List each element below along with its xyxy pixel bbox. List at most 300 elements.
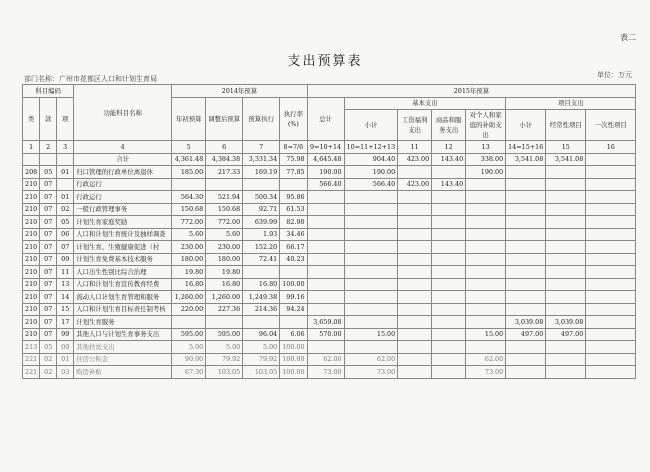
table-cell bbox=[466, 341, 506, 354]
table-cell: 2 bbox=[40, 141, 57, 154]
table-cell: 497.00 bbox=[506, 328, 546, 341]
table-cell: 213 bbox=[23, 341, 40, 354]
table-cell bbox=[432, 291, 466, 304]
table-cell: 住房公积金 bbox=[74, 353, 172, 366]
table-cell: 02 bbox=[40, 366, 57, 379]
table-cell: 99 bbox=[57, 328, 74, 341]
table-cell bbox=[57, 153, 74, 166]
table-cell: 79.92 bbox=[206, 353, 243, 366]
table-cell: 210 bbox=[23, 253, 40, 266]
table-cell: 5.00 bbox=[243, 341, 280, 354]
table-cell bbox=[586, 253, 636, 266]
table-cell bbox=[506, 228, 546, 241]
table-cell: 01 bbox=[57, 353, 74, 366]
table-cell bbox=[466, 203, 506, 216]
table-cell bbox=[398, 241, 432, 254]
table-cell: 143.40 bbox=[432, 153, 466, 166]
table-cell bbox=[172, 316, 206, 329]
table-number-label: 表二 bbox=[620, 33, 636, 42]
table-row bbox=[23, 203, 636, 216]
table-cell: 190.00 bbox=[307, 166, 344, 179]
table-cell bbox=[432, 328, 466, 341]
table-cell: 3,039.08 bbox=[546, 316, 586, 329]
table-cell bbox=[546, 303, 586, 316]
table-cell: 61.53 bbox=[280, 203, 307, 216]
table-cell: 07 bbox=[40, 291, 57, 304]
function-name-header: 功能科目名称 bbox=[74, 85, 172, 141]
table-cell: 221 bbox=[23, 353, 40, 366]
table-cell bbox=[307, 241, 344, 254]
table-cell bbox=[546, 178, 586, 191]
table-cell: 100.00 bbox=[280, 353, 307, 366]
table-cell: 01 bbox=[57, 191, 74, 204]
table-cell: 227.36 bbox=[206, 303, 243, 316]
table-cell bbox=[432, 228, 466, 241]
table-cell: 190.00 bbox=[466, 166, 506, 179]
table-cell: 14=15+16 bbox=[506, 141, 546, 154]
executed-budget-header: 预算执行 bbox=[243, 97, 280, 141]
table-cell: 72.41 bbox=[243, 253, 280, 266]
table-cell: 1,260.00 bbox=[206, 291, 243, 304]
table-cell: 其他人口与计划生育事务支出 bbox=[74, 328, 172, 341]
table-cell bbox=[506, 278, 546, 291]
table-cell bbox=[398, 353, 432, 366]
table-cell: 05 bbox=[57, 216, 74, 229]
table-cell bbox=[506, 178, 546, 191]
table-cell bbox=[243, 266, 280, 279]
table-cell bbox=[398, 216, 432, 229]
table-cell bbox=[432, 203, 466, 216]
table-row bbox=[23, 241, 636, 254]
table-cell: 计划生育家庭奖励 bbox=[74, 216, 172, 229]
table-cell bbox=[432, 166, 466, 179]
table-cell bbox=[432, 341, 466, 354]
table-cell: 66.17 bbox=[280, 241, 307, 254]
table-cell: 423.00 bbox=[398, 178, 432, 191]
table-cell: 07 bbox=[40, 241, 57, 254]
table-cell: 07 bbox=[40, 266, 57, 279]
wages-header: 工资福利支出 bbox=[398, 110, 432, 141]
table-cell bbox=[432, 303, 466, 316]
lei-header: 类 bbox=[23, 97, 40, 141]
basic-subtotal-header: 小计 bbox=[344, 110, 398, 141]
table-cell: 210 bbox=[23, 178, 40, 191]
table-cell: 79.92 bbox=[243, 353, 280, 366]
table-cell: 566.40 bbox=[344, 178, 398, 191]
table-cell: 16.80 bbox=[172, 278, 206, 291]
table-cell: 564.30 bbox=[172, 191, 206, 204]
table-row bbox=[23, 316, 636, 329]
table-cell: 73.00 bbox=[466, 366, 506, 379]
table-row bbox=[23, 341, 636, 354]
table-cell: 904.40 bbox=[344, 153, 398, 166]
table-cell: 3 bbox=[57, 141, 74, 154]
table-cell: 16.80 bbox=[206, 278, 243, 291]
table-cell: 一般行政管理事务 bbox=[74, 203, 172, 216]
table-cell: 1,249.38 bbox=[243, 291, 280, 304]
table-cell bbox=[307, 228, 344, 241]
table-cell: 190.00 bbox=[344, 166, 398, 179]
table-cell: 10=11+12+13 bbox=[344, 141, 398, 154]
table-cell: 5 bbox=[172, 141, 206, 154]
table-cell bbox=[586, 266, 636, 279]
table-cell: 152.20 bbox=[243, 241, 280, 254]
table-cell: 73.00 bbox=[307, 366, 344, 379]
table-cell: 07 bbox=[57, 241, 74, 254]
table-cell: 3,541.08 bbox=[546, 153, 586, 166]
table-row bbox=[23, 178, 636, 191]
table-cell: 5.00 bbox=[206, 341, 243, 354]
table-cell bbox=[466, 178, 506, 191]
table-cell: 62.00 bbox=[307, 353, 344, 366]
table-cell: 1.93 bbox=[243, 228, 280, 241]
table-cell: 639.99 bbox=[243, 216, 280, 229]
table-cell bbox=[586, 341, 636, 354]
table-row bbox=[23, 216, 636, 229]
table-cell bbox=[398, 191, 432, 204]
table-cell bbox=[432, 266, 466, 279]
budget-2015-header: 2015年预算 bbox=[307, 85, 636, 98]
table-cell: 210 bbox=[23, 266, 40, 279]
table-cell bbox=[432, 216, 466, 229]
table-cell bbox=[546, 191, 586, 204]
table-cell: 行政运行 bbox=[74, 191, 172, 204]
table-cell bbox=[307, 341, 344, 354]
table-cell: 15 bbox=[57, 303, 74, 316]
table-cell: 7 bbox=[243, 141, 280, 154]
table-cell bbox=[344, 216, 398, 229]
table-cell: 3,039.08 bbox=[506, 316, 546, 329]
table-cell bbox=[506, 266, 546, 279]
table-cell bbox=[546, 203, 586, 216]
table-cell: 07 bbox=[40, 216, 57, 229]
total-header: 总计 bbox=[307, 97, 344, 141]
subject-code-header: 科目编码 bbox=[23, 85, 74, 98]
table-cell: 3,331.34 bbox=[243, 153, 280, 166]
table-cell: 62.00 bbox=[344, 353, 398, 366]
table-cell: 01 bbox=[57, 166, 74, 179]
table-cell bbox=[546, 291, 586, 304]
table-cell bbox=[280, 266, 307, 279]
table-cell bbox=[546, 241, 586, 254]
table-cell: 77.85 bbox=[280, 166, 307, 179]
table-cell: 210 bbox=[23, 241, 40, 254]
table-cell: 人口出生性别比综合治理 bbox=[74, 266, 172, 279]
table-cell: 90.00 bbox=[172, 353, 206, 366]
table-cell bbox=[172, 178, 206, 191]
table-cell bbox=[586, 353, 636, 366]
table-cell bbox=[206, 316, 243, 329]
table-cell: 75.98 bbox=[280, 153, 307, 166]
table-cell: 11 bbox=[57, 266, 74, 279]
table-cell bbox=[398, 278, 432, 291]
table-cell bbox=[506, 291, 546, 304]
table-cell: 210 bbox=[23, 228, 40, 241]
table-cell bbox=[57, 178, 74, 191]
table-cell bbox=[546, 253, 586, 266]
table-cell bbox=[466, 253, 506, 266]
one-time-project-header: 一次性项目 bbox=[586, 110, 636, 141]
table-cell bbox=[586, 291, 636, 304]
table-cell: 13 bbox=[57, 278, 74, 291]
table-cell: 07 bbox=[40, 278, 57, 291]
table-cell: 92.71 bbox=[243, 203, 280, 216]
table-cell bbox=[586, 278, 636, 291]
table-cell: 40.23 bbox=[280, 253, 307, 266]
table-row bbox=[23, 191, 636, 204]
table-cell bbox=[243, 178, 280, 191]
table-cell bbox=[506, 353, 546, 366]
table-cell: 521.94 bbox=[206, 191, 243, 204]
project-subtotal-header: 小计 bbox=[506, 110, 546, 141]
table-cell bbox=[280, 178, 307, 191]
initial-budget-header: 年初预算 bbox=[172, 97, 206, 141]
table-cell bbox=[398, 316, 432, 329]
table-cell bbox=[466, 241, 506, 254]
table-cell bbox=[307, 303, 344, 316]
table-row bbox=[23, 353, 636, 366]
table-cell: 210 bbox=[23, 328, 40, 341]
table-cell: 16.80 bbox=[243, 278, 280, 291]
table-cell bbox=[432, 253, 466, 266]
table-row bbox=[23, 303, 636, 316]
unit-label: 单位：万元 bbox=[597, 71, 632, 79]
table-row bbox=[23, 166, 636, 179]
table-cell: 3,659.08 bbox=[307, 316, 344, 329]
table-cell bbox=[586, 303, 636, 316]
table-cell: 归口管理的行政单位离退休 bbox=[74, 166, 172, 179]
goods-services-header: 商品和服务支出 bbox=[432, 110, 466, 141]
table-cell bbox=[344, 228, 398, 241]
table-cell bbox=[466, 291, 506, 304]
table-cell bbox=[344, 191, 398, 204]
table-cell bbox=[586, 203, 636, 216]
table-cell: 214.36 bbox=[243, 303, 280, 316]
table-cell: 82.90 bbox=[280, 216, 307, 229]
table-cell: 497.00 bbox=[546, 328, 586, 341]
table-cell: 07 bbox=[40, 203, 57, 216]
table-cell: 150.68 bbox=[172, 203, 206, 216]
table-row bbox=[23, 228, 636, 241]
xiang-header: 项 bbox=[57, 97, 74, 141]
table-cell bbox=[344, 203, 398, 216]
execution-rate-header: 执行率(%) bbox=[280, 97, 307, 141]
table-cell: 07 bbox=[40, 178, 57, 191]
table-cell bbox=[506, 303, 546, 316]
table-cell: 210 bbox=[23, 278, 40, 291]
table-cell bbox=[506, 166, 546, 179]
table-cell bbox=[586, 216, 636, 229]
table-cell: 07 bbox=[40, 228, 57, 241]
table-cell: 1,260.00 bbox=[172, 291, 206, 304]
table-cell bbox=[344, 341, 398, 354]
table-cell: 行政运行 bbox=[74, 178, 172, 191]
kuan-header: 款 bbox=[40, 97, 57, 141]
table-cell bbox=[243, 316, 280, 329]
table-cell: 人口和计划生育宣传教育经费 bbox=[74, 278, 172, 291]
table-cell: 4,645.48 bbox=[307, 153, 344, 166]
department-name: 部门名称：广州市花都区人口和计划生育局 bbox=[24, 75, 157, 83]
table-cell bbox=[344, 316, 398, 329]
table-cell bbox=[344, 278, 398, 291]
table-cell bbox=[466, 191, 506, 204]
table-cell bbox=[432, 353, 466, 366]
table-cell bbox=[398, 203, 432, 216]
page-title: 支出预算表 bbox=[287, 54, 363, 69]
table-cell bbox=[586, 241, 636, 254]
table-cell: 34.46 bbox=[280, 228, 307, 241]
table-cell bbox=[307, 203, 344, 216]
table-cell: 95.86 bbox=[280, 191, 307, 204]
table-cell bbox=[506, 203, 546, 216]
table-cell: 07 bbox=[40, 316, 57, 329]
table-cell: 16 bbox=[586, 141, 636, 154]
table-cell bbox=[586, 166, 636, 179]
table-cell: 09 bbox=[57, 253, 74, 266]
table-cell: 220.00 bbox=[172, 303, 206, 316]
table-cell bbox=[398, 253, 432, 266]
table-cell bbox=[398, 328, 432, 341]
table-cell: 07 bbox=[40, 253, 57, 266]
table-cell: 4,384.38 bbox=[206, 153, 243, 166]
adjusted-budget-header: 调整后预算 bbox=[206, 97, 243, 141]
table-cell: 338.00 bbox=[466, 153, 506, 166]
table-cell: 221 bbox=[23, 366, 40, 379]
table-cell bbox=[344, 291, 398, 304]
table-cell: 67.30 bbox=[172, 366, 206, 379]
table-row bbox=[23, 278, 636, 291]
table-cell: 210 bbox=[23, 303, 40, 316]
recurring-project-header: 经常性项目 bbox=[546, 110, 586, 141]
table-cell: 595.00 bbox=[206, 328, 243, 341]
table-cell bbox=[307, 253, 344, 266]
table-cell: 208 bbox=[23, 166, 40, 179]
table-cell bbox=[466, 303, 506, 316]
table-cell bbox=[344, 303, 398, 316]
table-cell: 103.05 bbox=[206, 366, 243, 379]
table-cell bbox=[546, 216, 586, 229]
table-cell bbox=[586, 316, 636, 329]
table-cell bbox=[546, 366, 586, 379]
table-cell: 62.00 bbox=[466, 353, 506, 366]
table-cell: 02 bbox=[57, 203, 74, 216]
table-cell bbox=[398, 341, 432, 354]
table-cell bbox=[546, 341, 586, 354]
table-cell: 150.68 bbox=[206, 203, 243, 216]
table-cell bbox=[506, 241, 546, 254]
table-cell: 143.40 bbox=[432, 178, 466, 191]
table-cell bbox=[280, 316, 307, 329]
table-cell: 03 bbox=[57, 366, 74, 379]
table-cell: 210 bbox=[23, 191, 40, 204]
table-cell bbox=[432, 316, 466, 329]
table-row bbox=[23, 366, 636, 379]
table-cell bbox=[307, 266, 344, 279]
table-cell: 73.00 bbox=[344, 366, 398, 379]
table-cell bbox=[466, 216, 506, 229]
budget-2014-header: 2014年预算 bbox=[172, 85, 307, 98]
table-cell: 210 bbox=[23, 216, 40, 229]
table-cell: 07 bbox=[40, 328, 57, 341]
table-cell: 230.00 bbox=[172, 241, 206, 254]
index-row bbox=[23, 141, 636, 154]
table-cell: 15 bbox=[546, 141, 586, 154]
table-cell: 15.00 bbox=[466, 328, 506, 341]
table-cell bbox=[344, 266, 398, 279]
table-cell bbox=[506, 341, 546, 354]
table-cell bbox=[40, 153, 57, 166]
table-cell: 210 bbox=[23, 291, 40, 304]
table-cell bbox=[432, 278, 466, 291]
table-cell: 180.00 bbox=[172, 253, 206, 266]
table-cell bbox=[307, 278, 344, 291]
table-cell: 13 bbox=[466, 141, 506, 154]
table-cell: 96.04 bbox=[243, 328, 280, 341]
table-cell bbox=[466, 266, 506, 279]
table-cell bbox=[344, 253, 398, 266]
table-cell: 11 bbox=[398, 141, 432, 154]
table-cell: 500.34 bbox=[243, 191, 280, 204]
table-cell: 02 bbox=[40, 353, 57, 366]
table-cell: 计划生育服务 bbox=[74, 316, 172, 329]
table-cell bbox=[546, 228, 586, 241]
table-row bbox=[23, 291, 636, 304]
table-cell: 计划生育、生殖健康促进（村 bbox=[74, 241, 172, 254]
table-cell bbox=[307, 216, 344, 229]
table-row bbox=[23, 266, 636, 279]
table-cell: 流动人口计划生育管理和服务 bbox=[74, 291, 172, 304]
table-cell bbox=[506, 191, 546, 204]
table-cell: 100.00 bbox=[280, 366, 307, 379]
table-cell: 3,541.08 bbox=[506, 153, 546, 166]
table-cell: 570.00 bbox=[307, 328, 344, 341]
project-expenditure-header: 项目支出 bbox=[506, 97, 636, 110]
table-cell: 合计 bbox=[74, 153, 172, 166]
table-cell: 07 bbox=[40, 191, 57, 204]
table-cell bbox=[398, 228, 432, 241]
table-cell: 5.60 bbox=[206, 228, 243, 241]
table-cell: 12 bbox=[432, 141, 466, 154]
table-cell bbox=[546, 353, 586, 366]
table-cell: 94.24 bbox=[280, 303, 307, 316]
table-cell: 6 bbox=[206, 141, 243, 154]
table-cell bbox=[466, 316, 506, 329]
table-cell: 185.00 bbox=[172, 166, 206, 179]
table-cell bbox=[432, 191, 466, 204]
table-cell: 772.00 bbox=[172, 216, 206, 229]
table-cell bbox=[586, 228, 636, 241]
table-cell: 9=10+14 bbox=[307, 141, 344, 154]
table-cell: 180.00 bbox=[206, 253, 243, 266]
table-cell: 210 bbox=[23, 316, 40, 329]
table-row bbox=[23, 328, 636, 341]
table-cell: 15.00 bbox=[344, 328, 398, 341]
table-cell: 购房补贴 bbox=[74, 366, 172, 379]
table-cell bbox=[546, 278, 586, 291]
basic-expenditure-header: 基本支出 bbox=[344, 97, 506, 110]
table-cell: 169.19 bbox=[243, 166, 280, 179]
table-cell: 1 bbox=[23, 141, 40, 154]
table-cell: 100.00 bbox=[280, 278, 307, 291]
table-cell: 计划生育免费基本技术服务 bbox=[74, 253, 172, 266]
table-cell bbox=[398, 303, 432, 316]
table-cell: 19.80 bbox=[172, 266, 206, 279]
table-cell: 05 bbox=[40, 166, 57, 179]
table-cell: 595.00 bbox=[172, 328, 206, 341]
table-cell bbox=[23, 153, 40, 166]
table-cell: 4 bbox=[74, 141, 172, 154]
table-cell: 6.06 bbox=[280, 328, 307, 341]
